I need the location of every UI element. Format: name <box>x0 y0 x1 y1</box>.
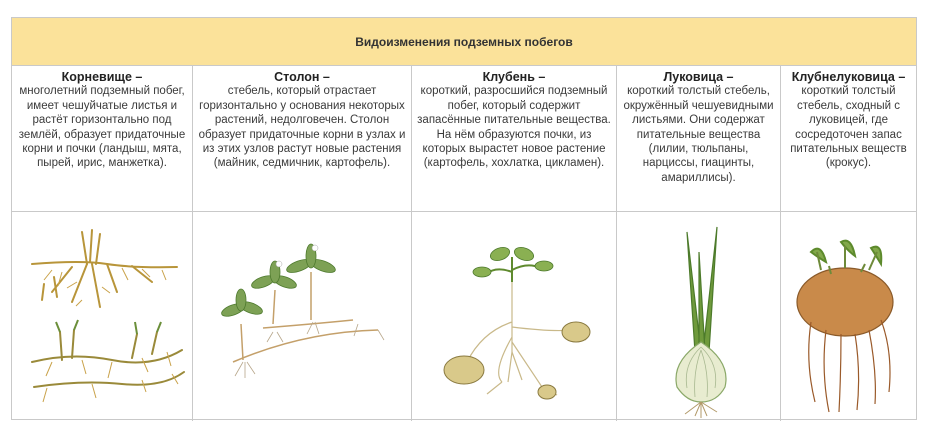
term-stolon: Столон – <box>274 70 330 84</box>
desc-stolon: стебель, который отрастает горизонтально у основания некоторых растений, недолговечен. Столон образует придаточные корни в узлах и из этих узлов растут новые растения (майник, седмичник, картофель). <box>198 85 406 170</box>
description-row <box>12 66 916 212</box>
term-tuber: Клубень – <box>482 70 546 84</box>
rhizome-illustration <box>12 212 193 421</box>
bulb-illustration <box>617 212 781 421</box>
desc-rhizome: многолетний подземный побег, имеет чешуйчатые листья и растёт горизонтально под землёй, образует придаточные корни и почки (ландыш, мята, пырей, ирис, манжетка). <box>18 85 186 170</box>
underground-shoots-table <box>11 17 917 420</box>
corm-illustration <box>781 212 916 421</box>
term-rhizome: Корневище – <box>61 70 143 84</box>
tuber-illustration <box>412 212 617 421</box>
term-corm: Клубнелуковица – <box>791 70 906 84</box>
desc-bulb: короткий толстый стебель, окружённый чешуевидными листьями. Они содержат питательные вещества (лилии, тюльпаны, нарциссы, гиацинты, амариллисы). <box>623 85 774 184</box>
term-bulb: Луковица – <box>663 70 734 84</box>
cell-corm <box>781 66 916 211</box>
table-title: Видоизменения подземных побегов <box>12 18 916 66</box>
desc-tuber: короткий, разросшийся подземный побег, который содержит запасённые питательные вещества. На нём образуются почки, из которых вырастет новое растение (картофель, хохлатка, цикламен). <box>417 85 611 170</box>
cell-rhizome <box>12 66 193 211</box>
stolon-illustration <box>193 212 412 421</box>
cell-stolon <box>193 66 412 211</box>
illustration-row <box>12 212 916 421</box>
desc-corm: короткий толстый стебель, сходный с луковицей, где сосредоточен запас питательных веществ (крокус). <box>790 85 907 170</box>
cell-tuber <box>412 66 617 211</box>
cell-bulb <box>617 66 781 211</box>
